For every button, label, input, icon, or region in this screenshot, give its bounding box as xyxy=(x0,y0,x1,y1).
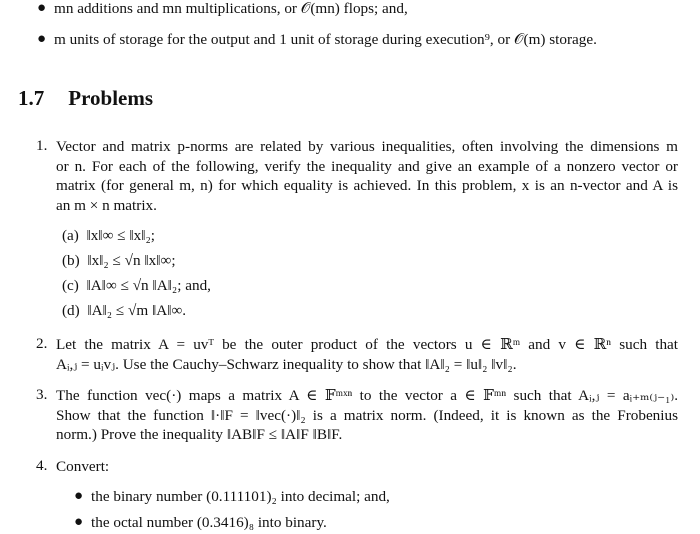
top-bullet-2-text: m units of storage for the output and 1 unit of storage during execution⁹, or 𝒪(m) storage. xyxy=(54,31,597,48)
bullet-dot: ● xyxy=(37,31,47,47)
problem-1-line: an m × n matrix. xyxy=(56,196,157,214)
problem-4-text xyxy=(56,457,678,477)
bullet-dot: ● xyxy=(74,514,84,530)
problem-1-item-b xyxy=(62,252,176,270)
problem-1-line: or n. For each of the following, verify the inequality and give an example of a nonzero vector or xyxy=(56,157,678,175)
problem-1-text xyxy=(56,137,678,215)
bullet-dot: ● xyxy=(37,0,47,16)
problem-4-bullet-1-text: the binary number (0.111101)₂ into decimal; and, xyxy=(91,488,390,505)
problem-4-bullet-2 xyxy=(0,514,700,534)
item-label: (d) xyxy=(62,302,80,319)
item-label: (c) xyxy=(62,277,79,294)
problem-3-line: The function vec(·) maps a matrix A ∈ 𝔽ᵐˣⁿ to the vector a ∈ 𝔽ᵐⁿ such that Aᵢ,ⱼ = aᵢ₊ₘ₍ⱼ₋₁₎. xyxy=(56,387,678,404)
problem-4-line: Convert: xyxy=(56,458,110,475)
problem-1-number: 1. xyxy=(36,137,48,154)
section-number: 1.7 xyxy=(18,86,45,110)
problem-2-number: 2. xyxy=(36,335,48,352)
problem-2-text xyxy=(56,335,678,374)
problem-3-line: Show that the function ‖·‖F = ‖vec(·)‖₂ is a matrix norm. (Indeed, it is known as the Frobenius xyxy=(56,406,678,424)
problem-1-item-d xyxy=(62,302,186,320)
section-heading xyxy=(18,86,153,111)
problem-4-number: 4. xyxy=(36,457,48,474)
item-text: ‖x‖₂ ≤ √n ‖x‖∞; xyxy=(87,252,176,269)
problem-3-line: norm.) Prove the inequality ‖AB‖F ≤ ‖A‖F ‖B‖F. xyxy=(56,426,343,443)
problem-3-text xyxy=(56,386,678,445)
problem-1-line: matrix (for general m, n) for which equality is achieved. In this problem, x is an n-vector and A is xyxy=(56,177,678,194)
item-text: ‖A‖∞ ≤ √n ‖A‖₂; and, xyxy=(86,277,211,294)
top-bullet-1-text: mn additions and mn multiplications, or 𝒪(mn) flops; and, xyxy=(54,0,408,17)
item-label: (b) xyxy=(62,252,80,269)
problem-4-bullet-2-text: the octal number (0.3416)₈ into binary. xyxy=(91,514,327,531)
top-bullet-1 xyxy=(0,0,700,20)
problem-4-bullet-1 xyxy=(0,488,700,508)
item-label: (a) xyxy=(62,227,79,244)
problem-1-item-c xyxy=(62,277,211,295)
problem-1-line: Vector and matrix p-norms are related by various inequalities, often involving the dimensions m xyxy=(56,138,678,155)
item-text: ‖x‖∞ ≤ ‖x‖₂; xyxy=(86,227,155,244)
section-title: Problems xyxy=(68,86,154,110)
bullet-dot: ● xyxy=(74,488,84,504)
problem-3-number: 3. xyxy=(36,386,48,403)
problem-1-item-a xyxy=(62,227,155,245)
problem-2-line: Aᵢ,ⱼ = uᵢvⱼ. Use the Cauchy–Schwarz inequality to show that ‖A‖₂ = ‖u‖₂ ‖v‖₂. xyxy=(56,355,517,373)
top-bullet-2 xyxy=(0,31,700,51)
problem-2-line: Let the matrix A = uvᵀ be the outer product of the vectors u ∈ ℝᵐ and v ∈ ℝⁿ such that xyxy=(56,336,678,353)
item-text: ‖A‖₂ ≤ √m ‖A‖∞. xyxy=(87,302,187,319)
